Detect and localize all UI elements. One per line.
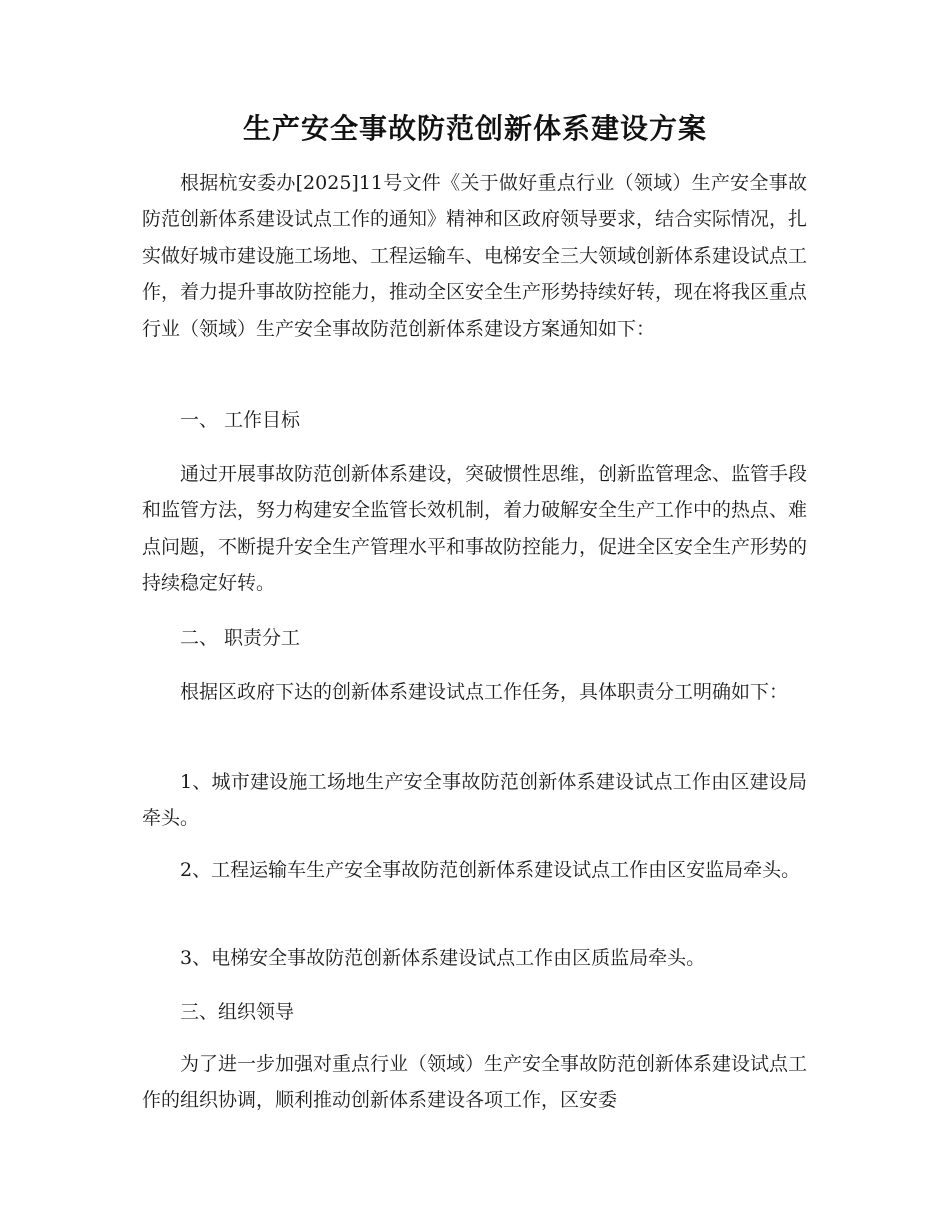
section-heading-goals: 一、 工作目标 (180, 409, 301, 431)
section-heading-duties: 二、 职责分工 (180, 627, 301, 649)
goals-paragraph: 通过开展事故防范创新体系建设，突破惯性思维，创新监管理念、监管手段和监管方法，努力构建安全监管长效机制，着力破解安全生产工作中的热点、难点问题，不断提升安全生产管理水平和事故防控能力，促进全区安全生产形势的持续稳定好转。 (142, 463, 808, 595)
duty-item-2: 2、工程运输车生产安全事故防范创新体系建设试点工作由区安监局牵头。 (180, 859, 801, 881)
document-title: 生产安全事故防范创新体系建设方案 (242, 112, 707, 145)
duties-paragraph: 根据区政府下达的创新体系建设试点工作任务，具体职责分工明确如下： (180, 681, 789, 703)
section-heading-leadership: 三、组织领导 (180, 1001, 295, 1023)
duty-item-3: 3、电梯安全事故防范创新体系建设试点工作由区质监局牵头。 (180, 947, 706, 969)
intro-paragraph: 根据杭安委办[2025]11号文件《关于做好重点行业（领域）生产安全事故防范创新体系建设试点工作的通知》精神和区政府领导要求，结合实际情况，扎实做好城市建设施工场地、工程运输车、电梯安全三大领域创新体系建设试点工作，着力提升事故防控能力，推动全区安全生产形势持续好转，现在将我区重点行业（领域）生产安全事故防范创新体系建设方案通知如下： (142, 172, 808, 340)
leadership-paragraph: 为了进一步加强对重点行业（领域）生产安全事故防范创新体系建设试点工作的组织协调，顺利推动创新体系建设各项工作，区安委 (142, 1053, 808, 1112)
duty-item-1: 1、城市建设施工场地生产安全事故防范创新体系建设试点工作由区建设局牵头。 (142, 771, 807, 830)
